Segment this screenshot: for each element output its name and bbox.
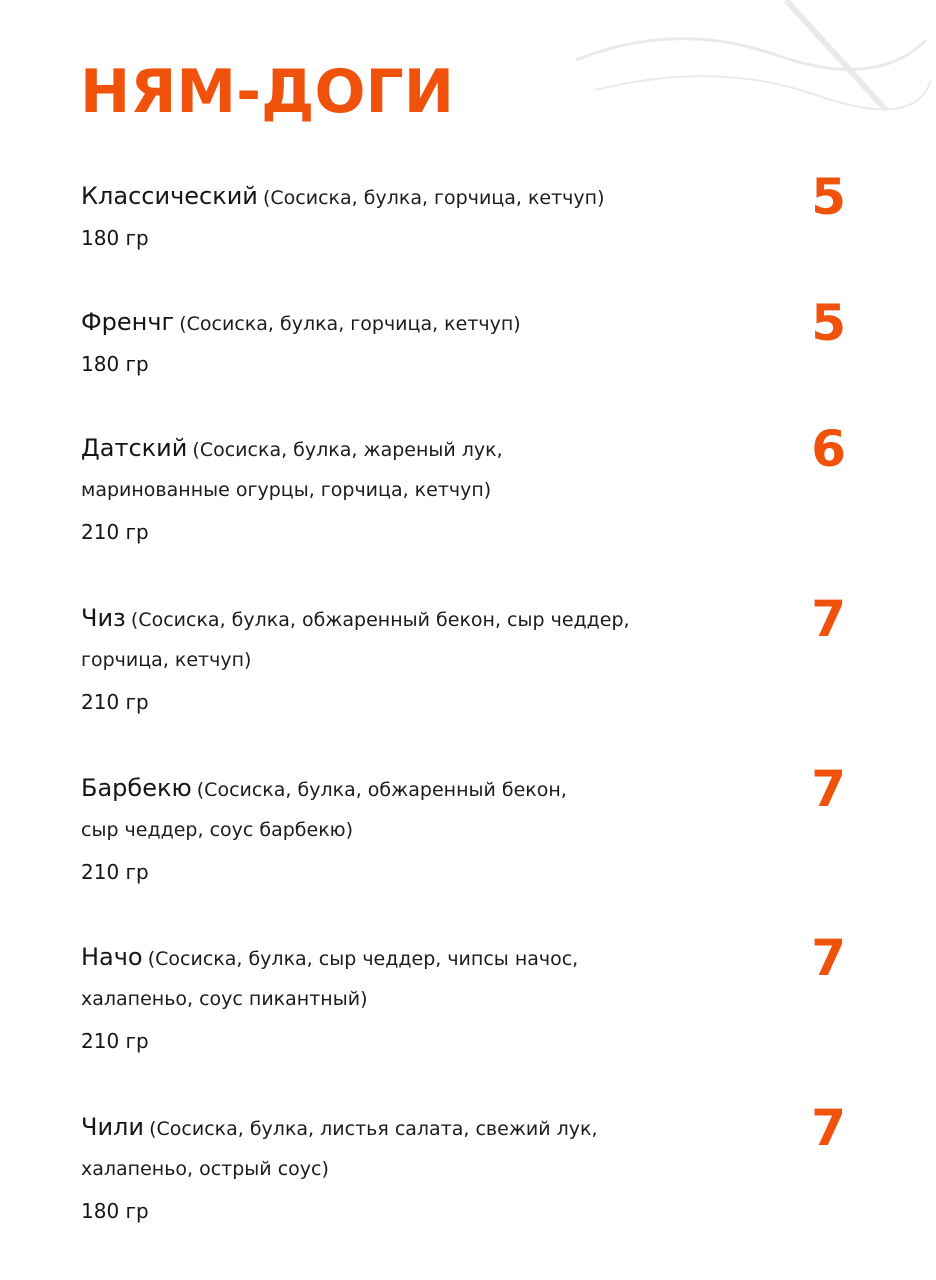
menu-item-description-line [81, 427, 721, 469]
menu-item-name: Классический [81, 182, 258, 210]
menu-item-name: Начо [81, 943, 143, 971]
menu-item-price: 7 [811, 760, 846, 818]
menu-item-ingredients: (Сосиска, булка, сыр чеддер, чипсы начос, [147, 948, 579, 970]
menu-item-name: Барбекю [81, 774, 192, 802]
menu-item-ingredients: маринованные огурцы, горчица, кетчуп) [81, 479, 492, 501]
menu-item-ingredients: (Сосиска, булка, листья салата, свежий лук, [149, 1118, 598, 1140]
menu-item [81, 168, 856, 259]
menu-item [81, 1099, 856, 1232]
menu-item-ingredients: халапеньо, острый соус) [81, 1158, 329, 1180]
menu-section-title: НЯМ-ДОГИ [80, 57, 454, 127]
menu-item-price: 5 [811, 168, 846, 226]
menu-item-ingredients: (Сосиска, булка, жареный лук, [192, 439, 503, 461]
menu-item-description-line [81, 767, 721, 809]
menu-item [81, 929, 856, 1062]
menu-item-weight: 210 гр [81, 860, 149, 884]
menu-item [81, 590, 856, 723]
menu-item-description-line [81, 1106, 721, 1148]
menu-item-description-line [81, 301, 721, 343]
menu-item-ingredients: халапеньо, соус пикантный) [81, 988, 368, 1010]
menu-item-description-line [81, 175, 721, 217]
menu-item-ingredients: (Сосиска, булка, горчица, кетчуп) [179, 313, 521, 335]
menu-item-description-line [81, 936, 721, 978]
menu-item-ingredients: горчица, кетчуп) [81, 649, 252, 671]
menu-item-weight: 180 гр [81, 226, 149, 250]
menu-item-price: 6 [811, 420, 846, 478]
menu-item [81, 760, 856, 893]
menu-item-weight: 210 гр [81, 520, 149, 544]
menu-item-ingredients: (Сосиска, булка, горчица, кетчуп) [263, 187, 605, 209]
background-sketch-decoration [556, 0, 936, 120]
menu-item-name: Френчг [81, 308, 175, 336]
menu-item-name: Датский [81, 434, 188, 462]
menu-item-name: Чиз [81, 604, 126, 632]
menu-item-price: 7 [811, 1099, 846, 1157]
menu-item [81, 294, 856, 385]
menu-item-price: 5 [811, 294, 846, 352]
menu-item-ingredients: (Сосиска, булка, обжаренный бекон, сыр чеддер, [130, 609, 630, 631]
menu-item-ingredients: (Сосиска, булка, обжаренный бекон, [196, 779, 567, 801]
menu-item-price: 7 [811, 929, 846, 987]
menu-item-name: Чили [81, 1113, 144, 1141]
menu-item [81, 420, 856, 553]
menu-item-price: 7 [811, 590, 846, 648]
menu-item-weight: 210 гр [81, 690, 149, 714]
menu-item-description-line [81, 597, 721, 639]
menu-item-weight: 180 гр [81, 1199, 149, 1223]
menu-item-ingredients: сыр чеддер, соус барбекю) [81, 819, 354, 841]
menu-item-weight: 180 гр [81, 352, 149, 376]
menu-item-weight: 210 гр [81, 1029, 149, 1053]
